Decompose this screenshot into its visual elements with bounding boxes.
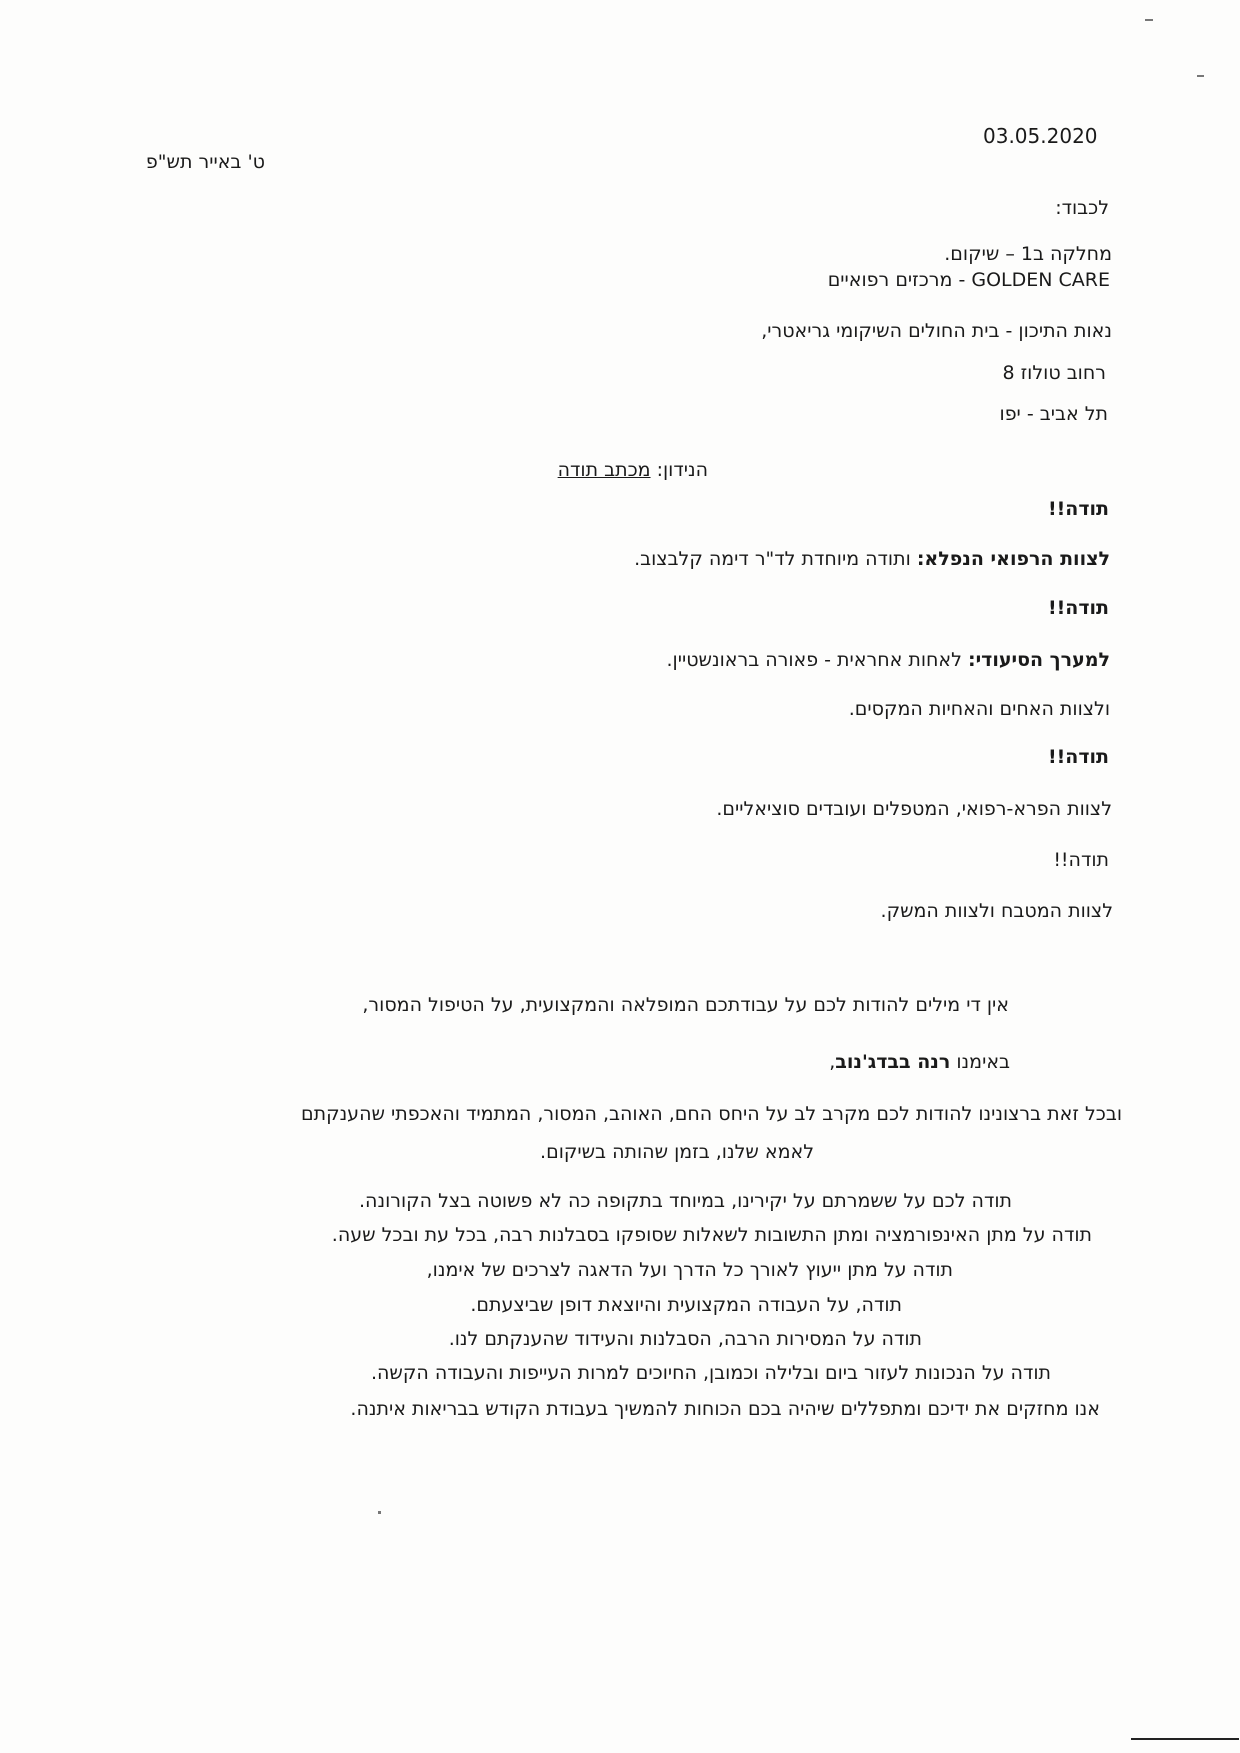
medical-team-label: לצוות הרפואי הנפלא: — [916, 548, 1110, 570]
subject-title: מכתב תודה — [557, 459, 651, 481]
medical-team-line — [634, 547, 1110, 571]
nursing-text: לאחות אחראית - פאורה בראונשטיין. — [666, 649, 962, 671]
date-gregorian: 03.05.2020 — [983, 124, 1098, 148]
subject-label: הנידון: — [656, 459, 708, 481]
date-hebrew: ט' באייר תש"פ — [145, 151, 265, 173]
paragraph-line-2: לאמא שלנו, בזמן שהותה בשיקום. — [540, 1141, 814, 1163]
nursing-team-line: ולצוות האחים והאחיות המקסים. — [848, 698, 1110, 720]
mother-name: רנה בבדג'נוב — [835, 1051, 951, 1073]
medical-team-text: ותודה מיוחדת לד"ר דימה קלבצוב. — [634, 548, 911, 570]
list-item: אנו מחזקים את ידיכם ומתפללים שיהיה בכם הכוחות להמשיך בעבודת הקודש בבריאות איתנה. — [350, 1398, 1100, 1420]
kitchen-line: לצוות המטבח ולצוות המשק. — [880, 900, 1113, 922]
thanks-heading-4: תודה!! — [1053, 849, 1109, 871]
list-item: תודה על הנכונות לעזור ביום ובלילה וכמובן, החיוכים למרות העייפות והעבודה הקשה. — [370, 1362, 1051, 1384]
mother-prefix: באימנו — [956, 1051, 1010, 1073]
nursing-line — [666, 648, 1110, 672]
list-item: תודה לכם על ששמרתם על יקירינו, במיוחד בתקופה כה לא פשוטה בצל הקורונה. — [359, 1190, 1012, 1212]
subject-line — [558, 458, 708, 482]
list-item: תודה על מתן ייעוץ לאורך כל הדרך ועל הדאגה לצרכים של אימנו, — [426, 1259, 953, 1281]
bottom-rule — [1131, 1738, 1239, 1740]
thanks-heading-2: תודה!! — [1047, 597, 1109, 619]
nursing-label: למערך הסיעודי: — [967, 649, 1110, 671]
list-item: תודה על המסירות הרבה, הסבלנות והעידוד שהענקתם לנו. — [448, 1328, 922, 1350]
recipient-street: רחוב טולוז 8 — [1002, 362, 1106, 384]
paragraph-line-1: ובכל זאת ברצונינו להודות לכם מקרב לב על היחס החם, האוהב, המסור, המתמיד והאכפתי שהענקתם — [301, 1103, 1122, 1125]
scan-speck — [1145, 19, 1153, 21]
mother-line — [829, 1050, 1010, 1074]
recipient-city: תל אביב - יפו — [999, 403, 1108, 425]
scan-speck — [378, 1511, 381, 1514]
scan-speck — [1197, 75, 1204, 77]
recipient-greeting: לכבוד: — [1055, 197, 1109, 219]
recipient-department: מחלקה ב1 – שיקום. — [944, 243, 1112, 265]
thanks-heading-1: תודה!! — [1047, 498, 1109, 520]
list-item: תודה על מתן האינפורמציה ומתן התשובות לשאלות שסופקו בסבלנות רבה, בכל עת ובכל שעה. — [331, 1224, 1092, 1246]
list-item: תודה, על העבודה המקצועית והיוצאת דופן שביצעתם. — [470, 1294, 902, 1316]
paramedical-line: לצוות הפרא-רפואי, המטפלים ועובדים סוציאליים. — [716, 798, 1112, 820]
recipient-hospital: נאות התיכון - בית החולים השיקומי גריאטרי, — [761, 320, 1112, 342]
intro-line: אין די מילים להודות לכם על עבודתכם המופלאה והמקצועית, על הטיפול המסור, — [362, 994, 1009, 1016]
thanks-heading-3: תודה!! — [1047, 746, 1109, 768]
recipient-organization: GOLDEN CARE - מרכזים רפואיים — [827, 269, 1110, 291]
mother-suffix: , — [829, 1051, 836, 1073]
